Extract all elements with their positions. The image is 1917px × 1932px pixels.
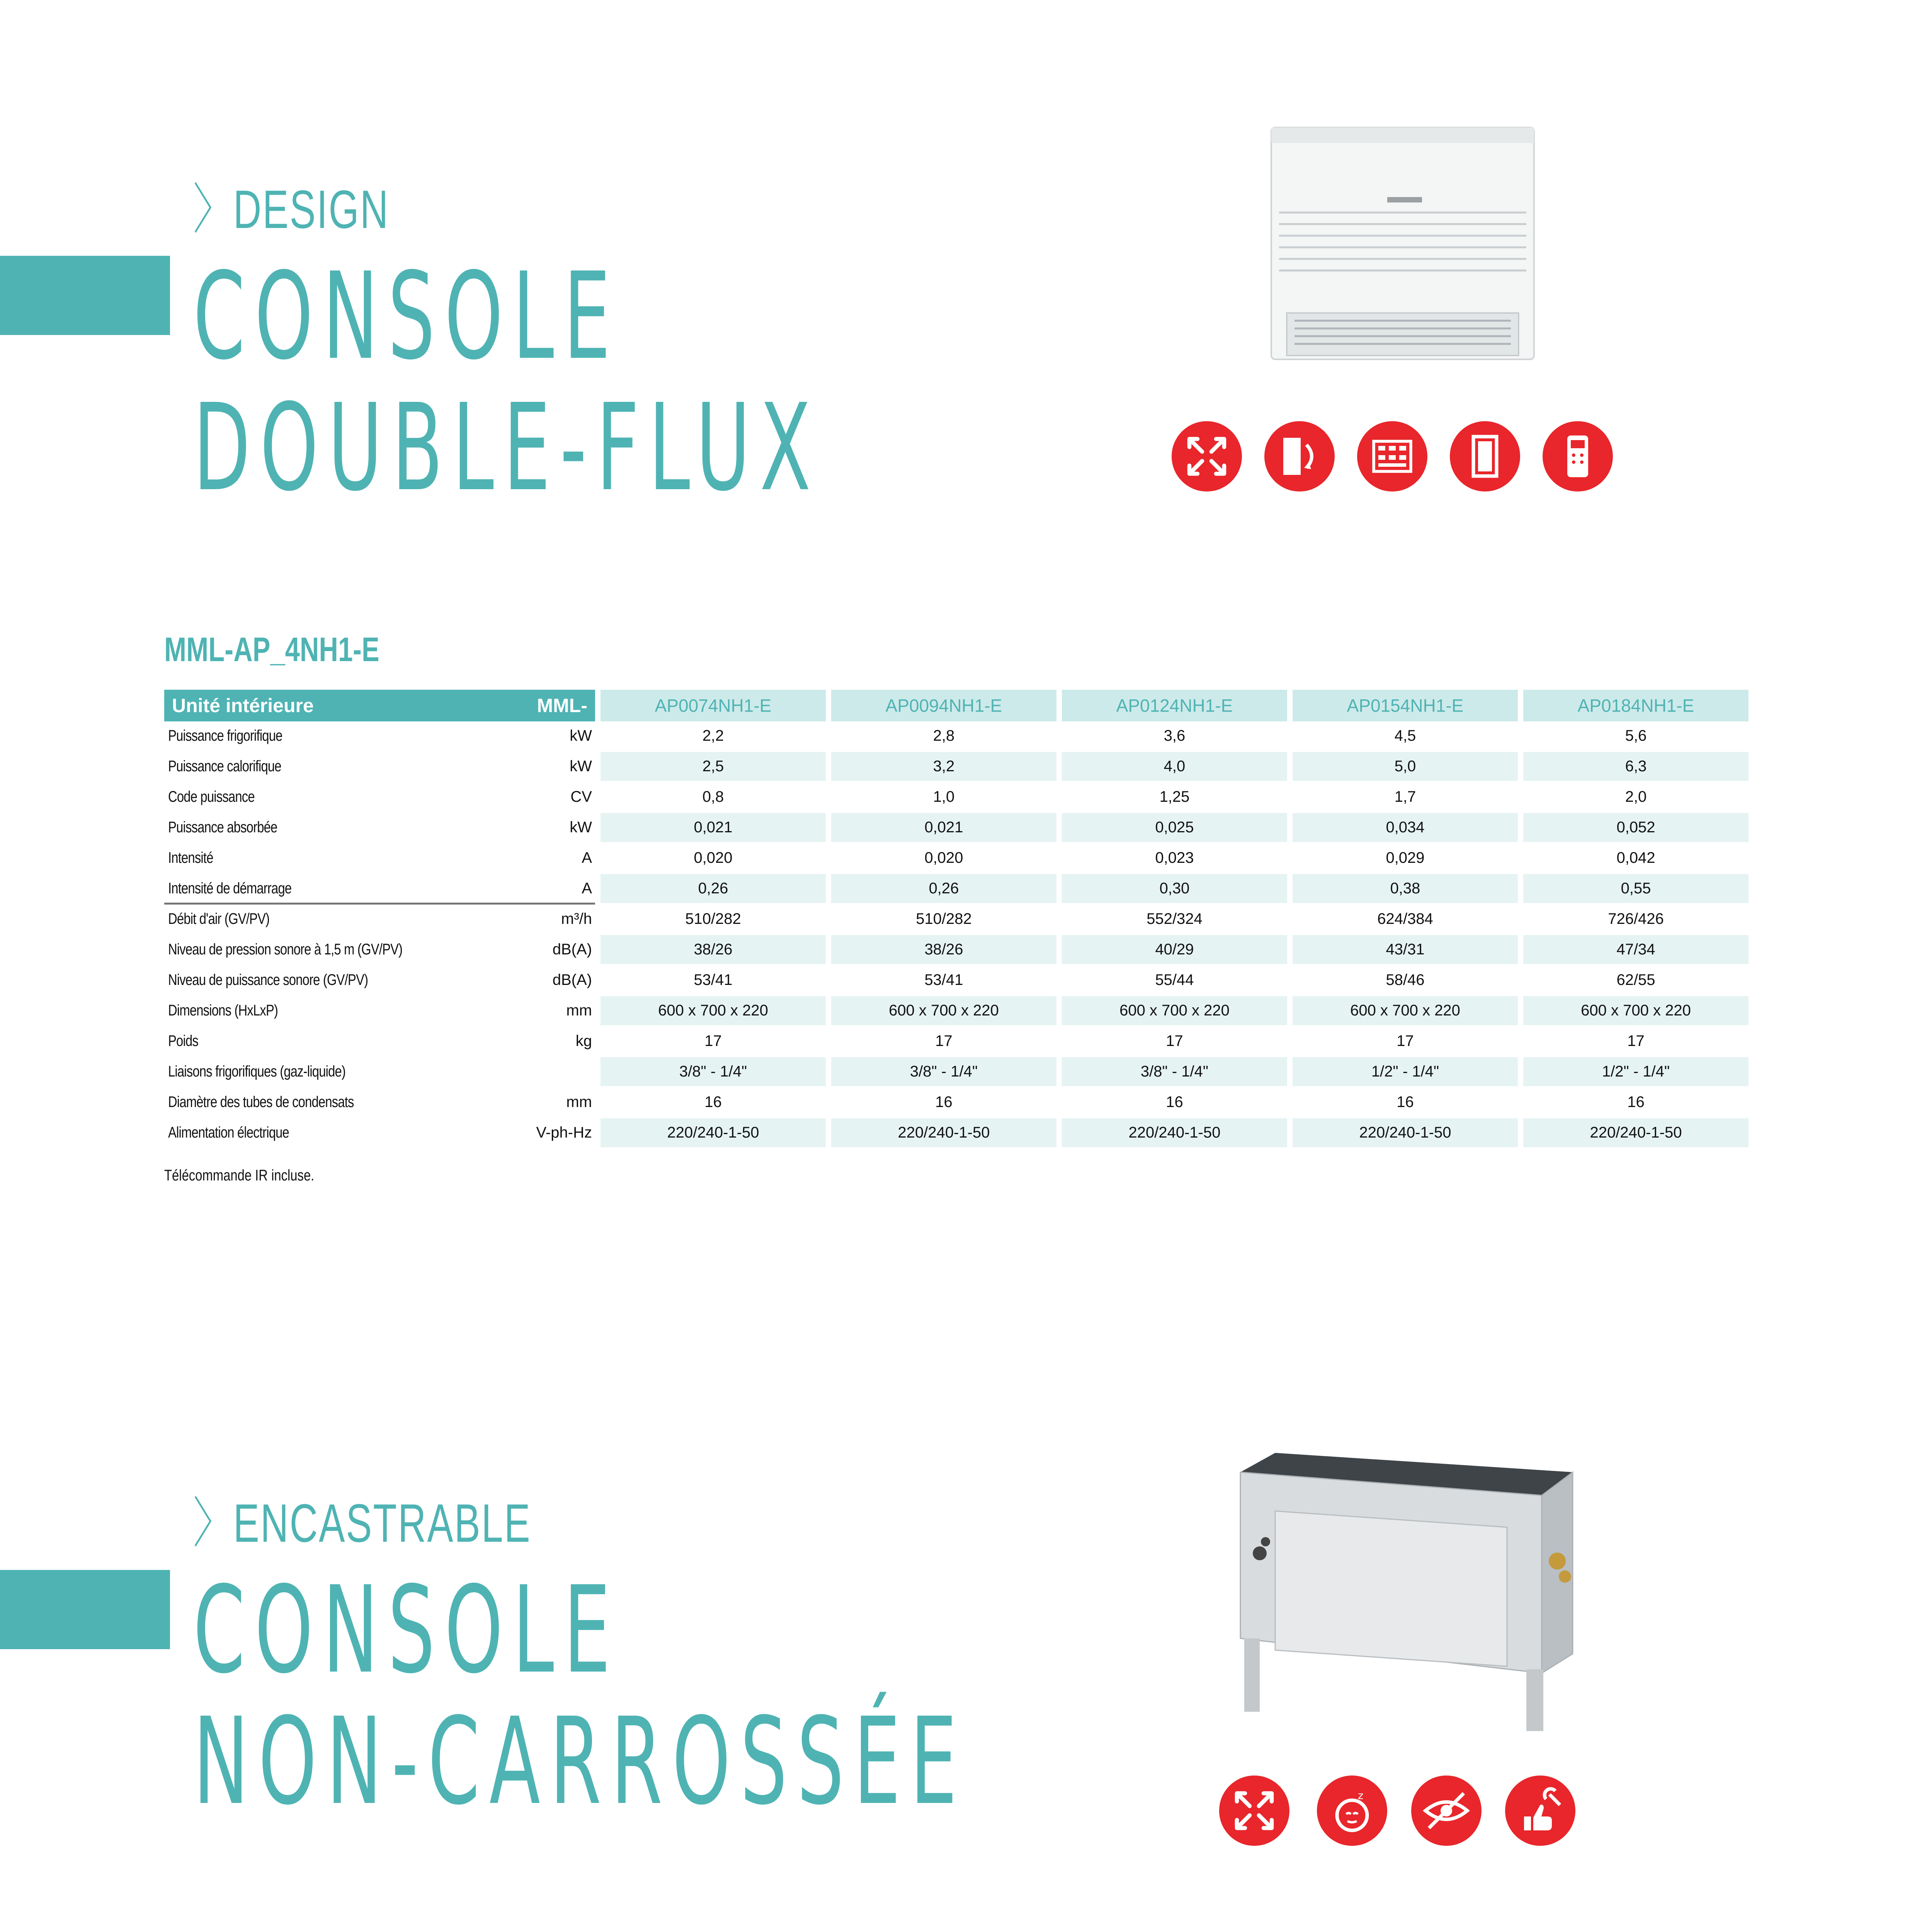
row-label <box>164 813 462 844</box>
air-flow-4-way-icon <box>1219 1776 1289 1846</box>
section1-model-code: MML-AP_4NH1-E <box>164 630 379 668</box>
row-label <box>164 1088 462 1118</box>
svg-text:z: z <box>1358 1790 1364 1802</box>
table-cell: 1/2" - 1/4" <box>1518 1057 1749 1088</box>
row-unit: dB(A) <box>462 966 595 996</box>
row-unit: A <box>462 844 595 874</box>
table-cell: 4,5 <box>1287 721 1518 752</box>
table-cell: 600 x 700 x 220 <box>595 996 826 1027</box>
table-cell: 0,55 <box>1518 874 1749 905</box>
row-label <box>164 844 462 874</box>
table-row <box>164 721 1749 752</box>
row-label <box>164 935 462 966</box>
section1-title-line2: DOUBLE-FLUX <box>193 378 820 518</box>
row-label <box>164 1057 462 1088</box>
table-cell: 16 <box>1518 1088 1749 1118</box>
maintenance-icon <box>1505 1776 1575 1846</box>
row-unit: m³/h <box>462 905 595 935</box>
wall-mount-icon <box>1264 421 1335 492</box>
table-row <box>164 935 1749 966</box>
row-label-text: Puissance frigorifique <box>168 727 282 744</box>
section1-spec-table <box>164 690 1749 1149</box>
table-cell: 220/240-1-50 <box>595 1118 826 1149</box>
row-label <box>164 752 462 782</box>
row-label-text: Intensité de démarrage <box>168 879 292 897</box>
row-label <box>164 1118 462 1149</box>
section1-title-line1: CONSOLE <box>193 247 620 386</box>
console-double-flux-image <box>1264 124 1542 371</box>
table-cell: 6,3 <box>1518 752 1749 782</box>
row-label-text: Niveau de puissance sonore (GV/PV) <box>168 971 368 988</box>
section2-subtitle: 〉ENCASTRABLE <box>193 1493 531 1553</box>
row-label <box>164 905 462 935</box>
row-label-text: Intensité <box>168 849 213 866</box>
column-header: AP0184NH1-E <box>1518 690 1749 721</box>
table-cell: 3/8" - 1/4" <box>1056 1057 1287 1088</box>
row-label-text: Poids <box>168 1032 198 1049</box>
table-cell: 2,5 <box>595 752 826 782</box>
row-unit: A <box>462 874 595 905</box>
row-unit: kW <box>462 752 595 782</box>
row-label-text: Niveau de pression sonore à 1,5 m (GV/PV) <box>168 941 403 958</box>
door-panel-icon <box>1450 421 1520 492</box>
table-row <box>164 1088 1749 1118</box>
table-cell: 3,2 <box>826 752 1056 782</box>
section1-subtitle: 〉DESIGN <box>193 179 390 240</box>
table-cell: 0,8 <box>595 782 826 813</box>
row-label-text: Puissance calorifique <box>168 758 281 775</box>
row-label-text: Débit d'air (GV/PV) <box>168 910 270 927</box>
table-cell: 53/41 <box>595 966 826 996</box>
table-cell: 0,021 <box>826 813 1056 844</box>
table-row <box>164 782 1749 813</box>
row-unit: mm <box>462 996 595 1027</box>
table-cell: 16 <box>1287 1088 1518 1118</box>
section2-accent-bar <box>0 1570 170 1649</box>
table-cell: 4,0 <box>1056 752 1287 782</box>
table-cell: 0,029 <box>1287 844 1518 874</box>
table-cell: 38/26 <box>826 935 1056 966</box>
table-cell: 16 <box>826 1088 1056 1118</box>
table-cell: 0,034 <box>1287 813 1518 844</box>
table-cell: 17 <box>595 1027 826 1057</box>
table-cell: 3,6 <box>1056 721 1287 752</box>
table-row <box>164 1118 1749 1149</box>
hidden-install-icon <box>1411 1776 1482 1846</box>
table-cell: 2,0 <box>1518 782 1749 813</box>
table-header-label: Unité intérieure MML- <box>164 690 595 721</box>
table-row <box>164 1057 1749 1088</box>
air-flow-4-way-icon <box>1172 421 1242 492</box>
control-panel-icon <box>1357 421 1427 492</box>
table-cell: 47/34 <box>1518 935 1749 966</box>
table-cell: 53/41 <box>826 966 1056 996</box>
row-label-text: Puissance absorbée <box>168 819 277 836</box>
table-cell: 17 <box>1518 1027 1749 1057</box>
table-cell: 0,042 <box>1518 844 1749 874</box>
row-label <box>164 1027 462 1057</box>
row-unit: dB(A) <box>462 935 595 966</box>
row-label <box>164 874 462 905</box>
row-unit: kW <box>462 721 595 752</box>
table-cell: 220/240-1-50 <box>1056 1118 1287 1149</box>
row-label <box>164 966 462 996</box>
table-cell: 58/46 <box>1287 966 1518 996</box>
column-header: AP0074NH1-E <box>595 690 826 721</box>
section2-title-line1: CONSOLE <box>193 1561 620 1700</box>
table-cell: 17 <box>1056 1027 1287 1057</box>
table-cell: 40/29 <box>1056 935 1287 966</box>
table-cell: 62/55 <box>1518 966 1749 996</box>
section1-accent-bar <box>0 256 170 335</box>
table-cell: 55/44 <box>1056 966 1287 996</box>
console-non-carrossee-image <box>1217 1437 1588 1731</box>
row-label-text: Alimentation électrique <box>168 1124 289 1141</box>
column-header: AP0154NH1-E <box>1287 690 1518 721</box>
table-cell: 0,26 <box>595 874 826 905</box>
table-cell: 220/240-1-50 <box>826 1118 1056 1149</box>
row-unit: V-ph-Hz <box>462 1118 595 1149</box>
table-cell: 0,020 <box>826 844 1056 874</box>
table-cell: 510/282 <box>826 905 1056 935</box>
table-row <box>164 813 1749 844</box>
section1-footnote: Télécommande IR incluse. <box>164 1167 315 1184</box>
table-cell: 220/240-1-50 <box>1287 1118 1518 1149</box>
table-cell: 5,6 <box>1518 721 1749 752</box>
row-unit: CV <box>462 782 595 813</box>
table-cell: 16 <box>1056 1088 1287 1118</box>
table-cell: 0,023 <box>1056 844 1287 874</box>
row-label-text: Liaisons frigorifiques (gaz-liquide) <box>168 1063 346 1080</box>
row-label-text: Code puissance <box>168 788 255 805</box>
table-cell: 0,38 <box>1287 874 1518 905</box>
table-cell: 43/31 <box>1287 935 1518 966</box>
table-row <box>164 996 1749 1027</box>
table-cell: 1,7 <box>1287 782 1518 813</box>
table-cell: 3/8" - 1/4" <box>595 1057 826 1088</box>
row-label-text: Dimensions (HxLxP) <box>168 1002 278 1019</box>
row-label <box>164 721 462 752</box>
table-cell: 0,020 <box>595 844 826 874</box>
table-row <box>164 874 1749 905</box>
table-cell: 2,8 <box>826 721 1056 752</box>
table-cell: 510/282 <box>595 905 826 935</box>
row-unit <box>462 1057 595 1088</box>
table-cell: 600 x 700 x 220 <box>826 996 1056 1027</box>
table-cell: 600 x 700 x 220 <box>1056 996 1287 1027</box>
row-label <box>164 996 462 1027</box>
table-cell: 0,021 <box>595 813 826 844</box>
table-row <box>164 844 1749 874</box>
table-cell: 1/2" - 1/4" <box>1287 1057 1518 1088</box>
row-unit: kW <box>462 813 595 844</box>
column-header: AP0094NH1-E <box>826 690 1056 721</box>
table-row <box>164 752 1749 782</box>
table-cell: 726/426 <box>1518 905 1749 935</box>
table-cell: 17 <box>826 1027 1056 1057</box>
table-cell: 1,25 <box>1056 782 1287 813</box>
table-cell: 38/26 <box>595 935 826 966</box>
table-cell: 600 x 700 x 220 <box>1287 996 1518 1027</box>
table-cell: 0,025 <box>1056 813 1287 844</box>
table-row <box>164 1027 1749 1057</box>
table-cell: 0,26 <box>826 874 1056 905</box>
table-row <box>164 966 1749 996</box>
row-label-text: Diamètre des tubes de condensats <box>168 1094 354 1111</box>
table-cell: 0,052 <box>1518 813 1749 844</box>
table-cell: 3/8" - 1/4" <box>826 1057 1056 1088</box>
row-unit: mm <box>462 1088 595 1118</box>
table-cell: 220/240-1-50 <box>1518 1118 1749 1149</box>
table-cell: 552/324 <box>1056 905 1287 935</box>
table-cell: 16 <box>595 1088 826 1118</box>
table-cell: 600 x 700 x 220 <box>1518 996 1749 1027</box>
remote-control-icon <box>1543 421 1613 492</box>
table-cell: 624/384 <box>1287 905 1518 935</box>
table-cell: 17 <box>1287 1027 1518 1057</box>
table-cell: 2,2 <box>595 721 826 752</box>
table-row <box>164 905 1749 935</box>
table-cell: 5,0 <box>1287 752 1518 782</box>
table-cell: 0,30 <box>1056 874 1287 905</box>
section2-title-line2: NON-CARROSSÉE <box>193 1692 967 1832</box>
row-label <box>164 782 462 813</box>
row-unit: kg <box>462 1027 595 1057</box>
table-header-row <box>164 690 1749 721</box>
column-header: AP0124NH1-E <box>1056 690 1287 721</box>
table-cell: 1,0 <box>826 782 1056 813</box>
quiet-operation-icon <box>1317 1776 1387 1846</box>
